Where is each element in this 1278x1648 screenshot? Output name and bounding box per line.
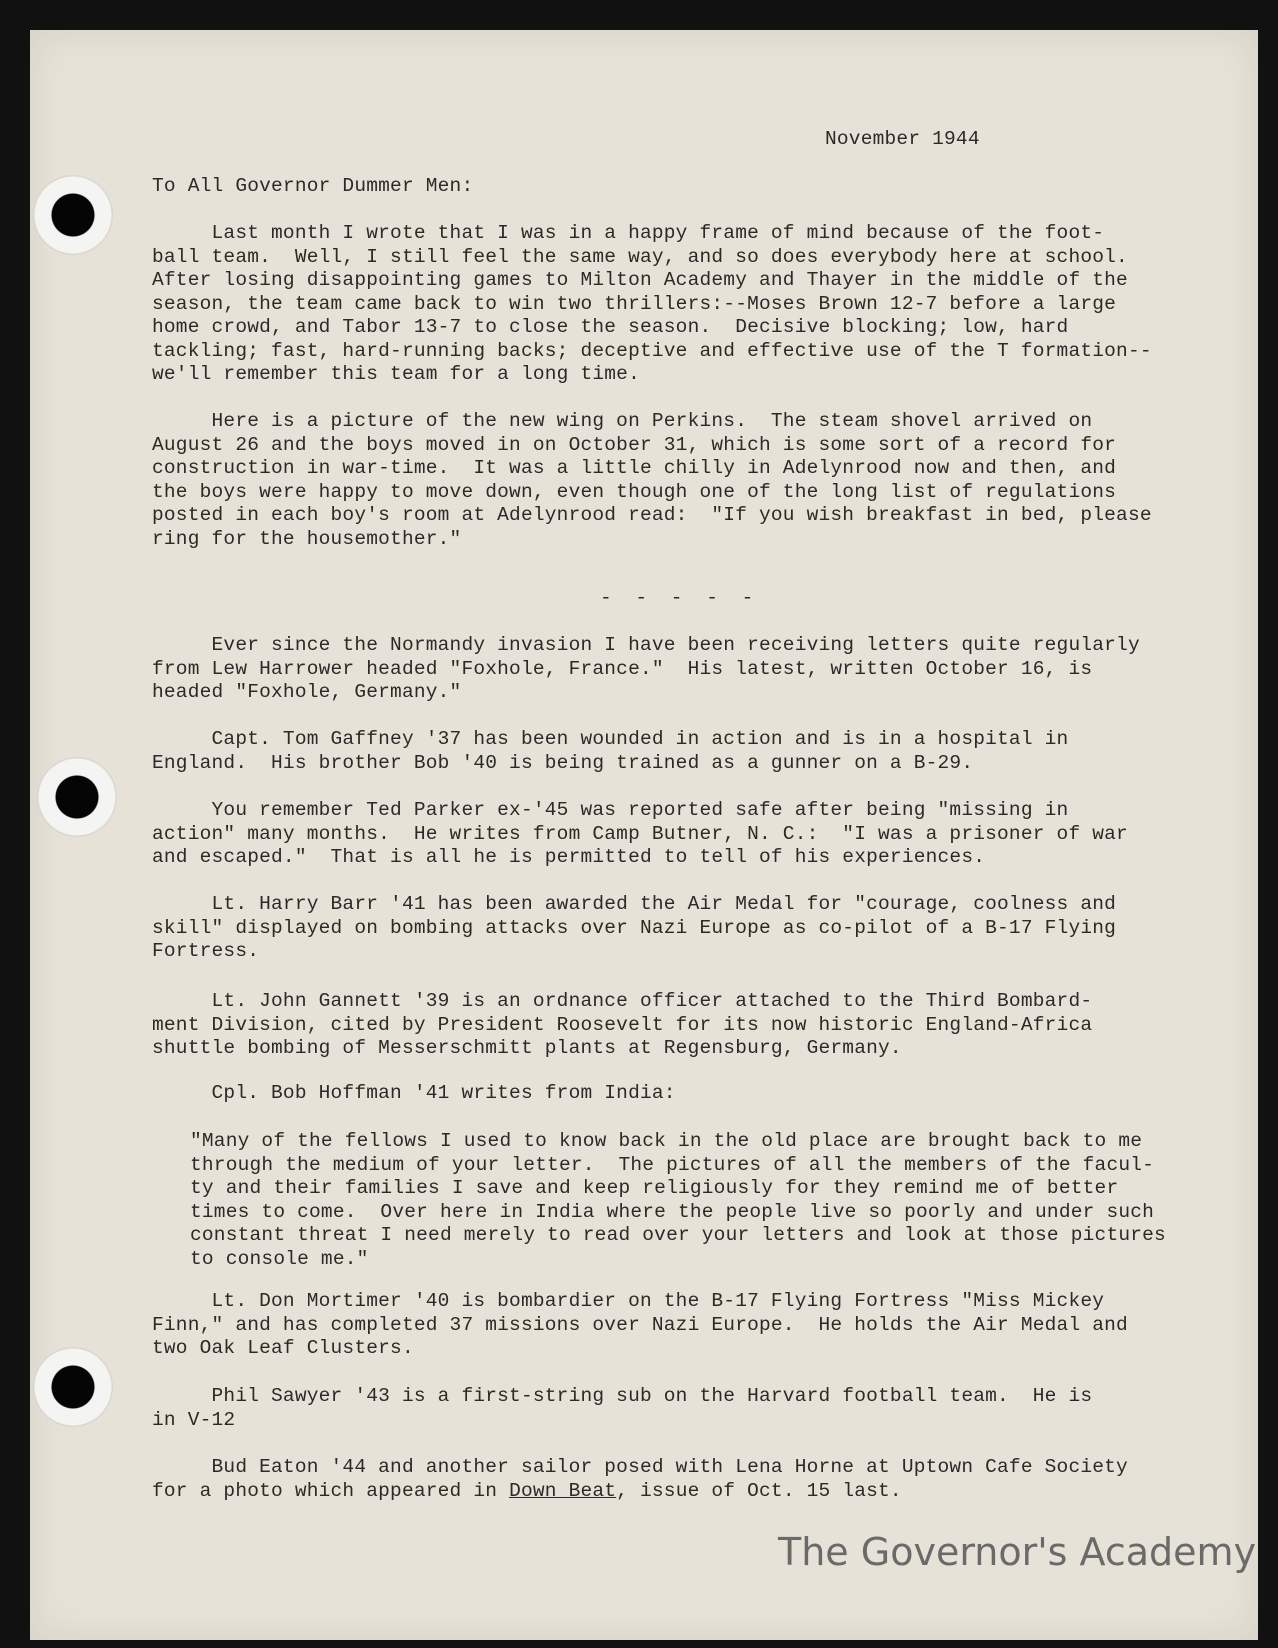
- paragraph-perkins-wing: Here is a picture of the new wing on Perkins. The steam shovel arrived on August 26 and the boys moved in on October 31, which is some sort of a record for construction in war-time. It was a little chilly in Adelynrood now and then, and the boys were happy to move down, even though one of the long list of regulations posted in each boy's room at Adelynrood read: "If you wish breakfast in bed, please ring for the housemother.": [152, 410, 1152, 550]
- archive-watermark: The Governor's Academy: [778, 1530, 1257, 1574]
- eaton-text-before: Bud Eaton '44 and another sailor posed with Lena Horne at Uptown Cafe Society for a photo which appeared in: [152, 1456, 1128, 1502]
- paragraph-hoffman-intro: Cpl. Bob Hoffman '41 writes from India:: [152, 1082, 676, 1104]
- paragraph-football: Last month I wrote that I was in a happy frame of mind because of the foot- ball team. Well, I still feel the same way, and so does everybody here at school. After losing disappointing games to Milton Academy and Thayer in the middle of the season, the team came back to win two thrillers:--Moses Brown 12-7 before a large home crowd, and Tabor 13-7 to close the season. Decisive blocking; low, hard tackling; fast, hard-running backs; deceptive and effective use of the T formation-- we'll remember this team for a long time.: [152, 222, 1152, 385]
- letter-salutation: To All Governor Dummer Men:: [152, 175, 474, 197]
- punch-hole-middle: [37, 757, 117, 837]
- paragraph-mortimer: Lt. Don Mortimer '40 is bombardier on the B-17 Flying Fortress "Miss Mickey Finn," and has completed 37 missions over Nazi Europe. He holds the Air Medal and two Oak Leaf Clusters.: [152, 1290, 1128, 1359]
- paragraph-harrower: Ever since the Normandy invasion I have been receiving letters quite regularly from Lew Harrower headed "Foxhole, France." His latest, written October 16, is headed "Foxhole, Germany.": [152, 634, 1140, 703]
- letter-date: November 1944: [825, 128, 980, 150]
- eaton-text-after: , issue of Oct. 15 last.: [616, 1479, 902, 1502]
- paragraph-gannett: Lt. John Gannett '39 is an ordnance officer attached to the Third Bombard- ment Division, cited by President Roosevelt for its now historic England-Africa shuttle bombing of Messerschmitt plants at Regensburg, Germany.: [152, 990, 1093, 1059]
- punch-hole-top: [33, 175, 113, 255]
- punch-hole-bottom: [33, 1347, 113, 1427]
- hoffman-quote: "Many of the fellows I used to know back in the old place are brought back to me through the medium of your letter. The pictures of all the members of the facul- ty and their families I save and keep religiously for they remind me of better times to come. Over here in India where the people live so poorly and under such constant threat I need merely to read over your letters and look at those pictures to console me.": [190, 1130, 1166, 1270]
- paragraph-barr: Lt. Harry Barr '41 has been awarded the Air Medal for "courage, coolness and skill" displayed on bombing attacks over Nazi Europe as co-pilot of a B-17 Flying Fortress.: [152, 893, 1117, 962]
- section-divider: - - - - -: [600, 587, 760, 609]
- down-beat-title: Down Beat: [509, 1479, 617, 1502]
- paragraph-parker: You remember Ted Parker ex-'45 was reported safe after being "missing in action" many months. He writes from Camp Butner, N. C.: "I was a prisoner of war and escaped." That is all he is permitted to tell of his experiences.: [152, 799, 1128, 868]
- paragraph-sawyer: Phil Sawyer '43 is a first-string sub on the Harvard football team. He is in V-12: [152, 1385, 1093, 1431]
- paragraph-gaffney: Capt. Tom Gaffney '37 has been wounded in action and is in a hospital in England. His brother Bob '40 is being trained as a gunner on a B-29.: [152, 728, 1069, 774]
- paragraph-eaton: [152, 1456, 1128, 1503]
